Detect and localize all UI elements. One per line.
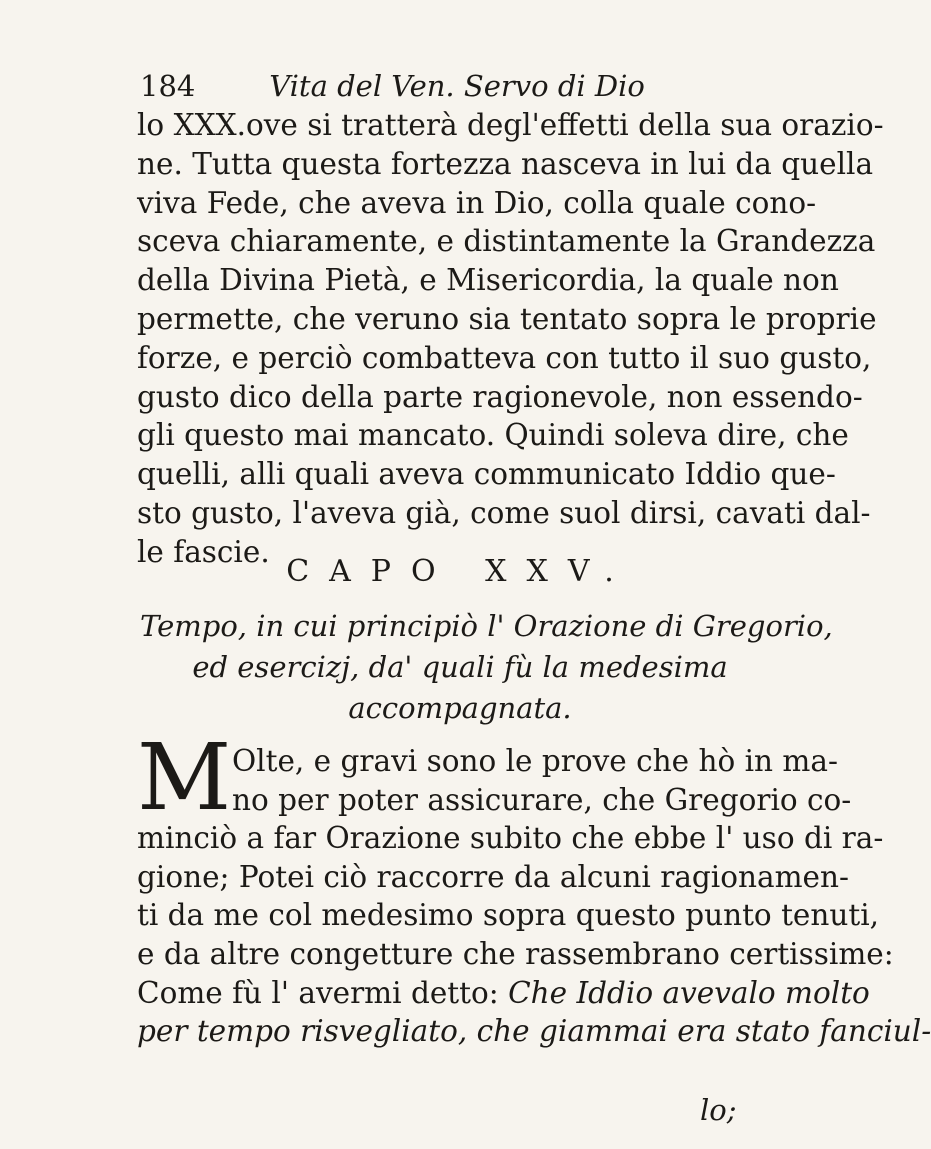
text-line-content: Olte, e gravi sono le prove che hò in ma-: [232, 744, 838, 778]
summary-line: ed esercizj, da' quali fù la medesima: [192, 650, 728, 684]
text-line: ne. Tutta questa fortezza nasceva in lui da quella: [137, 146, 874, 181]
text-line: gli questo mai mancato. Quindi soleva dire, che: [137, 418, 849, 453]
chapter-summary: [140, 606, 833, 729]
text-line: e da altre congetture che rassembrano certissime:: [137, 936, 894, 971]
text-roman: Come fù l' avermi detto:: [137, 975, 509, 1010]
text-line: forze, e perciò combatteva con tutto il suo gusto,: [137, 340, 872, 375]
text-line: lo XXX.ove si tratterà degl'effetti della sua orazio-: [137, 108, 884, 142]
summary-line: Tempo, in cui principiò l' Orazione di Gregorio,: [140, 609, 833, 643]
text-line: viva Fede, che aveva in Dio, colla quale cono-: [137, 185, 817, 220]
summary-line: accompagnata.: [348, 691, 572, 725]
text-line: sceva chiaramente, e distintamente la Grandezza: [137, 224, 876, 259]
text-line: gusto dico della parte ragionevole, non essendo-: [137, 379, 863, 414]
text-line: sto gusto, l'aveva già, come suol dirsi, cavati dal-: [137, 495, 871, 530]
text-line: permette, che veruno sia tentato sopra le proprie: [137, 301, 877, 336]
text-line: [137, 781, 852, 820]
text-line: [137, 974, 870, 1013]
text-line: gione; Potei ciò raccorre da alcuni ragionamen-: [137, 859, 849, 894]
chapter-paragraph: [137, 724, 931, 1051]
text-line: della Divina Pietà, e Misericordia, la quale non: [137, 263, 839, 298]
page-header: [140, 66, 700, 106]
running-title: Vita del Ven. Servo di Dio: [269, 69, 645, 103]
text-line: quelli, alli quali aveva communicato Iddio que-: [137, 457, 836, 492]
text-line: minciò a far Orazione subito che ebbe l' uso di ra-: [137, 821, 884, 856]
drop-cap: M: [137, 724, 232, 831]
continued-paragraph: [137, 106, 884, 572]
text-line: per tempo risvegliato, che giammai era stato fanciul-: [137, 1014, 931, 1049]
text-line: ti da me col medesimo sopra questo punto tenuti,: [137, 898, 880, 933]
page-number: 184: [140, 69, 196, 103]
text-line-content: no per poter assicurare, che Gregorio co-: [232, 782, 852, 817]
catchword: lo;: [700, 1093, 737, 1127]
text-italic: Che Iddio avevalo molto: [508, 975, 870, 1010]
chapter-heading: CAPO XXV.: [286, 554, 634, 589]
text-line: le fascie.: [137, 534, 270, 569]
